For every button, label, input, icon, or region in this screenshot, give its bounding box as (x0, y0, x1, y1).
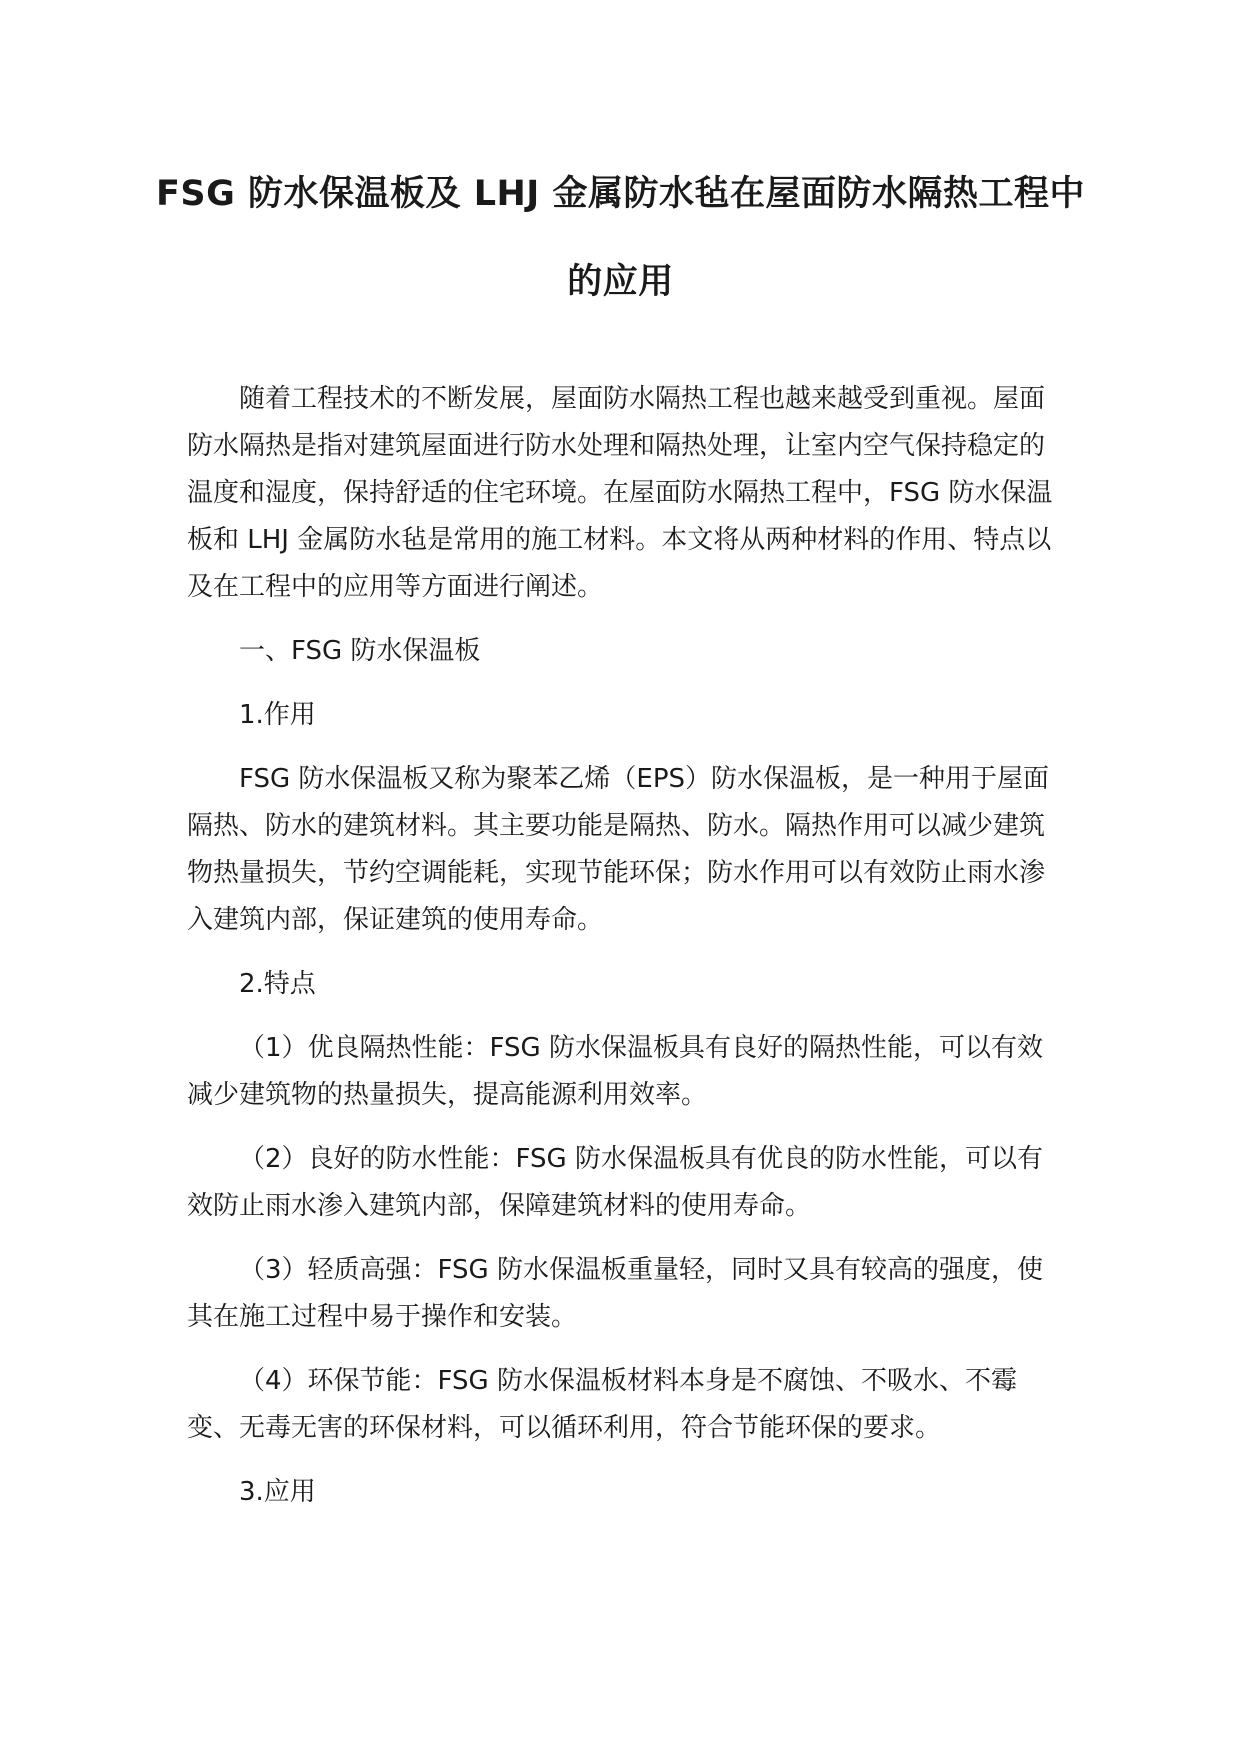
section-heading-fsg: 一、FSG 防水保温板 (239, 636, 481, 666)
feature-item-2: （2）良好的防水性能：FSG 防水保温板具有优良的防水性能，可以有效防止雨水渗入建筑内部，保障建筑材料的使用寿命。 (187, 1144, 1043, 1221)
document-title: FSG 防水保温板及 LHJ 金属防水毡在屋面防水隔热工程中的应用 (155, 174, 1086, 302)
feature-item-3: （3）轻质高强：FSG 防水保温板重量轻，同时又具有较高的强度，使其在施工过程中易于操作和安装。 (187, 1255, 1043, 1332)
feature-item-4: （4）环保节能：FSG 防水保温板材料本身是不腐蚀、不吸水、不霉变、无毒无害的环保材料，可以循环利用，符合节能环保的要求。 (187, 1366, 1017, 1443)
feature-item-1: （1）优良隔热性能：FSG 防水保温板具有良好的隔热性能，可以有效减少建筑物的热量损失，提高能源利用效率。 (187, 1033, 1043, 1110)
subheading-application: 3.应用 (239, 1477, 316, 1507)
subheading-features: 2.特点 (239, 969, 316, 999)
intro-paragraph: 随着工程技术的不断发展，屋面防水隔热工程也越来越受到重视。屋面防水隔热是指对建筑屋面进行防水处理和隔热处理，让室内空气保持稳定的温度和湿度，保持舒适的住宅环境。在屋面防水隔热工程中，FSG 防水保温板和 LHJ 金属防水毡是常用的施工材料。本文将从两种材料的作用、特点以及在工程中的应用等方面进行阐述。 (187, 384, 1053, 602)
document-body (187, 376, 1057, 1533)
subheading-function: 1.作用 (239, 700, 316, 730)
function-paragraph: FSG 防水保温板又称为聚苯乙烯（EPS）防水保温板，是一种用于屋面隔热、防水的建筑材料。其主要功能是隔热、防水。隔热作用可以减少建筑物热量损失，节约空调能耗，实现节能环保；防水作用可以有效防止雨水渗入建筑内部，保证建筑的使用寿命。 (187, 764, 1050, 935)
